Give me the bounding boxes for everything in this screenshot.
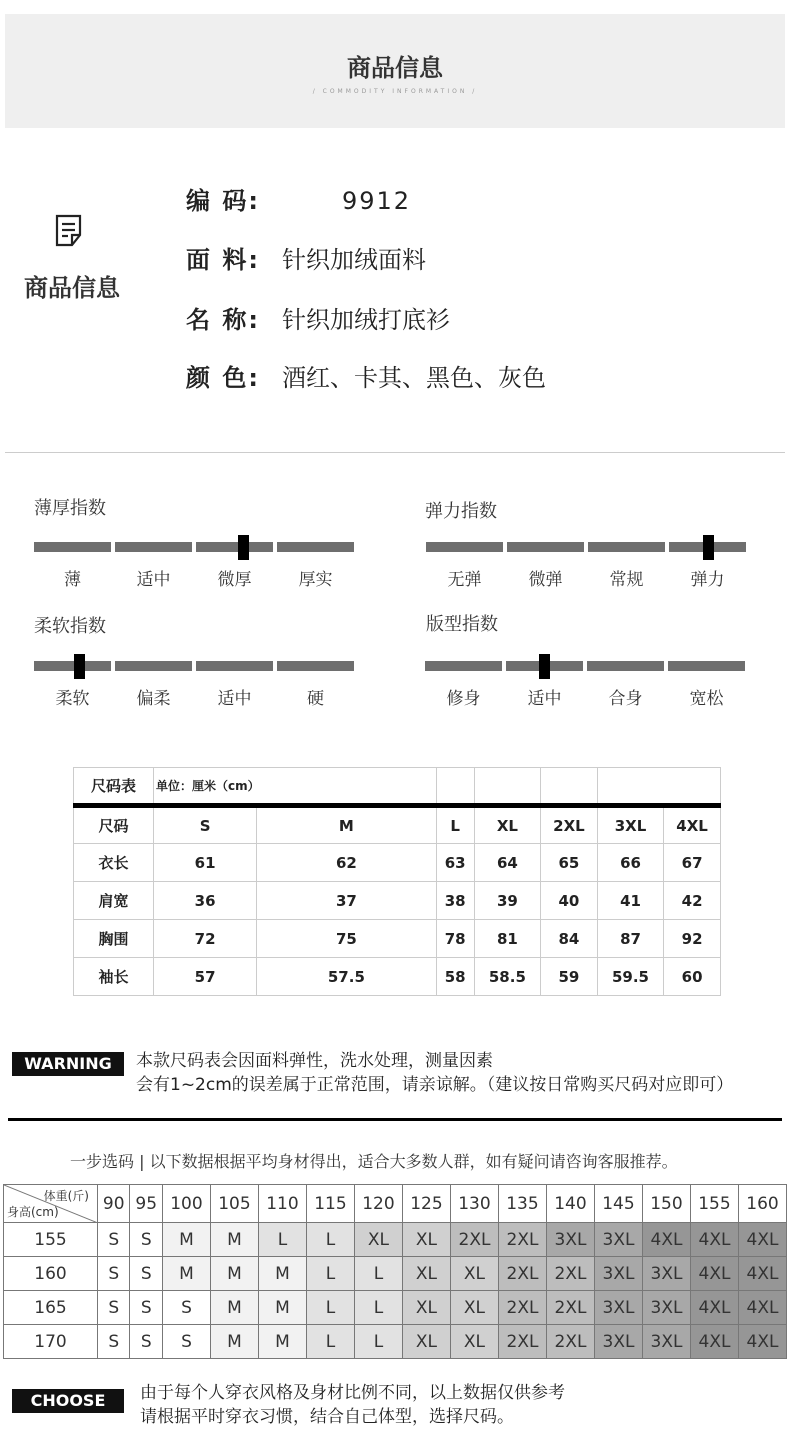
size-cell: 3XL (642, 1257, 690, 1291)
size-cell: 2XL (546, 1291, 594, 1325)
weight-header-row (4, 1185, 787, 1223)
weight-header: 155 (690, 1185, 738, 1223)
size-cell: 2XL (498, 1223, 546, 1257)
measure-value: 63 (436, 844, 474, 882)
size-cell: 2XL (498, 1291, 546, 1325)
measure-value: 66 (597, 844, 663, 882)
header-banner (5, 14, 785, 128)
index-label: 修身 (446, 689, 481, 709)
index-label: 常规 (609, 570, 644, 590)
index-marker (539, 654, 550, 679)
measure-value: 57.5 (257, 958, 436, 996)
measure-value: 38 (436, 882, 474, 920)
index-segment (588, 542, 665, 552)
empty-cell (436, 768, 474, 806)
size-cell: XL (450, 1325, 498, 1359)
index-label: 硬 (307, 689, 324, 709)
measure-value: 36 (154, 882, 257, 920)
size-table-title-row (74, 768, 721, 806)
index-segment (277, 661, 354, 671)
info-row-color (186, 361, 546, 395)
size-cell: 4XL (738, 1291, 786, 1325)
warning-text-2: 会有1~2cm的误差属于正常范围，请亲谅解。（建议按日常购买尺码对应即可） (136, 1075, 734, 1095)
index-segment (115, 661, 192, 671)
weight-header: 125 (402, 1185, 450, 1223)
size-column-header: 3XL (597, 806, 663, 844)
size-cell: L (354, 1291, 402, 1325)
info-value: 酒红、卡其、黑色、灰色 (282, 364, 546, 392)
weight-header: 140 (546, 1185, 594, 1223)
size-column-header: XL (474, 806, 540, 844)
size-cell: S (162, 1291, 210, 1325)
size-cell: L (306, 1291, 354, 1325)
index-label: 微厚 (217, 570, 252, 590)
empty-cell (474, 768, 540, 806)
size-cell: L (354, 1325, 402, 1359)
measure-value: 61 (154, 844, 257, 882)
index-label: 柔软 (55, 689, 90, 709)
table-row (4, 1325, 787, 1359)
table-row (4, 1291, 787, 1325)
size-cell: S (130, 1291, 162, 1325)
size-cell: S (130, 1223, 162, 1257)
weight-header: 100 (162, 1185, 210, 1223)
index-title: 柔软指数 (34, 616, 106, 637)
measure-value: 92 (664, 920, 721, 958)
index-segment (196, 542, 273, 552)
index-label: 合身 (608, 689, 643, 709)
size-cell: M (258, 1257, 306, 1291)
empty-cell (541, 768, 598, 806)
index-label: 宽松 (689, 689, 724, 709)
size-cell: XL (402, 1223, 450, 1257)
index-label: 适中 (217, 689, 252, 709)
size-cell: M (210, 1223, 258, 1257)
section-divider (8, 1118, 782, 1121)
index-segment (196, 661, 273, 671)
size-cell: M (258, 1325, 306, 1359)
measure-value: 87 (597, 920, 663, 958)
size-cell: 4XL (738, 1223, 786, 1257)
info-section-label: 商品信息 (24, 274, 120, 302)
info-row-fabric (186, 243, 426, 277)
info-label: 面 料: (186, 246, 260, 274)
corner-height-label: 身高(cm) (7, 1205, 59, 1219)
index-bar (425, 661, 746, 671)
weight-header: 115 (306, 1185, 354, 1223)
index-label: 弹力 (690, 570, 725, 590)
measure-label: 肩宽 (74, 882, 154, 920)
size-table-title: 尺码表 (74, 768, 154, 806)
measure-value: 58.5 (474, 958, 540, 996)
size-cell: XL (450, 1257, 498, 1291)
size-cell: 4XL (738, 1257, 786, 1291)
size-cell: 3XL (546, 1223, 594, 1257)
index-label: 薄 (64, 570, 81, 590)
weight-header: 160 (738, 1185, 786, 1223)
size-cell: 2XL (546, 1257, 594, 1291)
size-cell: XL (402, 1257, 450, 1291)
size-column-header: S (154, 806, 257, 844)
size-column-header: 4XL (664, 806, 721, 844)
table-row (4, 1257, 787, 1291)
size-cell: S (130, 1257, 162, 1291)
size-cell: 3XL (594, 1223, 642, 1257)
height-label: 170 (4, 1325, 98, 1359)
info-label: 颜 色: (186, 364, 260, 392)
size-cell: 4XL (690, 1257, 738, 1291)
info-label: 编 码: (186, 187, 260, 215)
measure-label: 胸围 (74, 920, 154, 958)
index-marker (703, 535, 714, 560)
index-segment (34, 542, 111, 552)
size-cell: 3XL (642, 1325, 690, 1359)
index-segment (277, 542, 354, 552)
info-row-name (186, 303, 450, 337)
size-column-header: L (436, 806, 474, 844)
index-bar (426, 542, 747, 552)
index-title: 版型指数 (426, 614, 498, 635)
index-label: 适中 (527, 689, 562, 709)
weight-header: 135 (498, 1185, 546, 1223)
corner-cell (4, 1185, 98, 1223)
size-cell: L (306, 1223, 354, 1257)
size-table-unit: 单位：厘米（cm） (154, 768, 437, 806)
weight-header: 105 (210, 1185, 258, 1223)
measure-value: 81 (474, 920, 540, 958)
info-label: 名 称: (186, 306, 260, 334)
size-cell: 3XL (594, 1325, 642, 1359)
corner-weight-label: 体重(斤) (43, 1189, 89, 1203)
size-cell: 4XL (690, 1291, 738, 1325)
index-segment (425, 661, 502, 671)
size-header-row (74, 806, 721, 844)
size-cell: 4XL (642, 1223, 690, 1257)
size-cell: 2XL (546, 1325, 594, 1359)
document-icon (54, 213, 86, 249)
index-title: 弹力指数 (425, 501, 497, 522)
choose-text-1: 由于每个人穿衣风格及身材比例不同，以上数据仅供参考 (140, 1383, 565, 1403)
size-recommend-table (3, 1184, 787, 1359)
measure-value: 41 (597, 882, 663, 920)
index-segment (507, 542, 584, 552)
index-marker (74, 654, 85, 679)
measure-value: 65 (541, 844, 598, 882)
index-label: 适中 (136, 570, 171, 590)
measure-value: 57 (154, 958, 257, 996)
height-label: 155 (4, 1223, 98, 1257)
size-cell: XL (402, 1325, 450, 1359)
size-cell: L (306, 1325, 354, 1359)
index-segment (587, 661, 664, 671)
measure-value: 84 (541, 920, 598, 958)
index-bar (34, 661, 355, 671)
measure-value: 67 (664, 844, 721, 882)
weight-header: 110 (258, 1185, 306, 1223)
info-row-code (186, 184, 411, 218)
weight-header: 130 (450, 1185, 498, 1223)
index-label: 偏柔 (136, 689, 171, 709)
size-cell: S (98, 1291, 130, 1325)
empty-cell (597, 768, 720, 806)
table-row (74, 920, 721, 958)
weight-header: 95 (130, 1185, 162, 1223)
index-marker (238, 535, 249, 560)
info-value: 9912 (342, 187, 412, 215)
measure-label: 衣长 (74, 844, 154, 882)
size-column-header: M (257, 806, 436, 844)
header-title: 商品信息 (347, 54, 443, 82)
index-segment (668, 661, 745, 671)
recommend-intro: 一步选码 | 以下数据根据平均身材得出，适合大多数人群，如有疑问请咨询客服推荐。 (70, 1152, 678, 1171)
height-label: 160 (4, 1257, 98, 1291)
info-value: 针织加绒面料 (282, 246, 426, 274)
measure-value: 39 (474, 882, 540, 920)
size-cell: 4XL (738, 1325, 786, 1359)
choose-badge: CHOOSE (12, 1389, 124, 1413)
measure-value: 75 (257, 920, 436, 958)
size-cell: M (210, 1257, 258, 1291)
size-cell: M (210, 1325, 258, 1359)
size-cell: 3XL (642, 1291, 690, 1325)
index-label: 微弹 (528, 570, 563, 590)
measure-value: 62 (257, 844, 436, 882)
size-cell: 2XL (450, 1223, 498, 1257)
size-cell: 3XL (594, 1291, 642, 1325)
measure-value: 60 (664, 958, 721, 996)
size-cell: 2XL (498, 1257, 546, 1291)
size-cell: S (98, 1257, 130, 1291)
warning-badge: WARNING (12, 1052, 124, 1076)
table-row (4, 1223, 787, 1257)
index-title: 薄厚指数 (34, 498, 106, 519)
weight-header: 150 (642, 1185, 690, 1223)
size-cell: S (98, 1223, 130, 1257)
size-cell: M (210, 1291, 258, 1325)
table-row (74, 844, 721, 882)
size-cell: 4XL (690, 1223, 738, 1257)
measure-value: 59 (541, 958, 598, 996)
size-column-header: 尺码 (74, 806, 154, 844)
weight-header: 120 (354, 1185, 402, 1223)
header-subtitle: / COMMODITY INFORMATION / (312, 88, 478, 95)
size-cell: S (98, 1325, 130, 1359)
index-segment (426, 542, 503, 552)
size-cell: L (354, 1257, 402, 1291)
size-column-header: 2XL (541, 806, 598, 844)
table-row (74, 958, 721, 996)
size-cell: 3XL (594, 1257, 642, 1291)
size-cell: S (162, 1325, 210, 1359)
warning-text-1: 本款尺码表会因面料弹性，洗水处理，测量因素 (136, 1051, 493, 1071)
measure-value: 59.5 (597, 958, 663, 996)
weight-header: 90 (98, 1185, 130, 1223)
index-label: 厚实 (298, 570, 333, 590)
size-cell: L (258, 1223, 306, 1257)
size-cell: M (162, 1223, 210, 1257)
info-value: 针织加绒打底衫 (282, 306, 450, 334)
measure-value: 42 (664, 882, 721, 920)
size-cell: S (130, 1325, 162, 1359)
size-table (73, 767, 721, 996)
choose-text-2: 请根据平时穿衣习惯，结合自己体型，选择尺码。 (140, 1407, 514, 1427)
index-label: 无弹 (447, 570, 482, 590)
index-segment (34, 661, 111, 671)
size-cell: 2XL (498, 1325, 546, 1359)
measure-value: 78 (436, 920, 474, 958)
height-label: 165 (4, 1291, 98, 1325)
size-cell: M (258, 1291, 306, 1325)
size-cell: XL (354, 1223, 402, 1257)
measure-label: 袖长 (74, 958, 154, 996)
measure-value: 58 (436, 958, 474, 996)
measure-value: 72 (154, 920, 257, 958)
section-divider (5, 452, 785, 453)
measure-value: 64 (474, 844, 540, 882)
size-cell: XL (450, 1291, 498, 1325)
size-cell: XL (402, 1291, 450, 1325)
measure-value: 40 (541, 882, 598, 920)
table-row (74, 882, 721, 920)
size-cell: L (306, 1257, 354, 1291)
index-bar (34, 542, 355, 552)
size-cell: M (162, 1257, 210, 1291)
index-segment (115, 542, 192, 552)
weight-header: 145 (594, 1185, 642, 1223)
measure-value: 37 (257, 882, 436, 920)
size-cell: 4XL (690, 1325, 738, 1359)
